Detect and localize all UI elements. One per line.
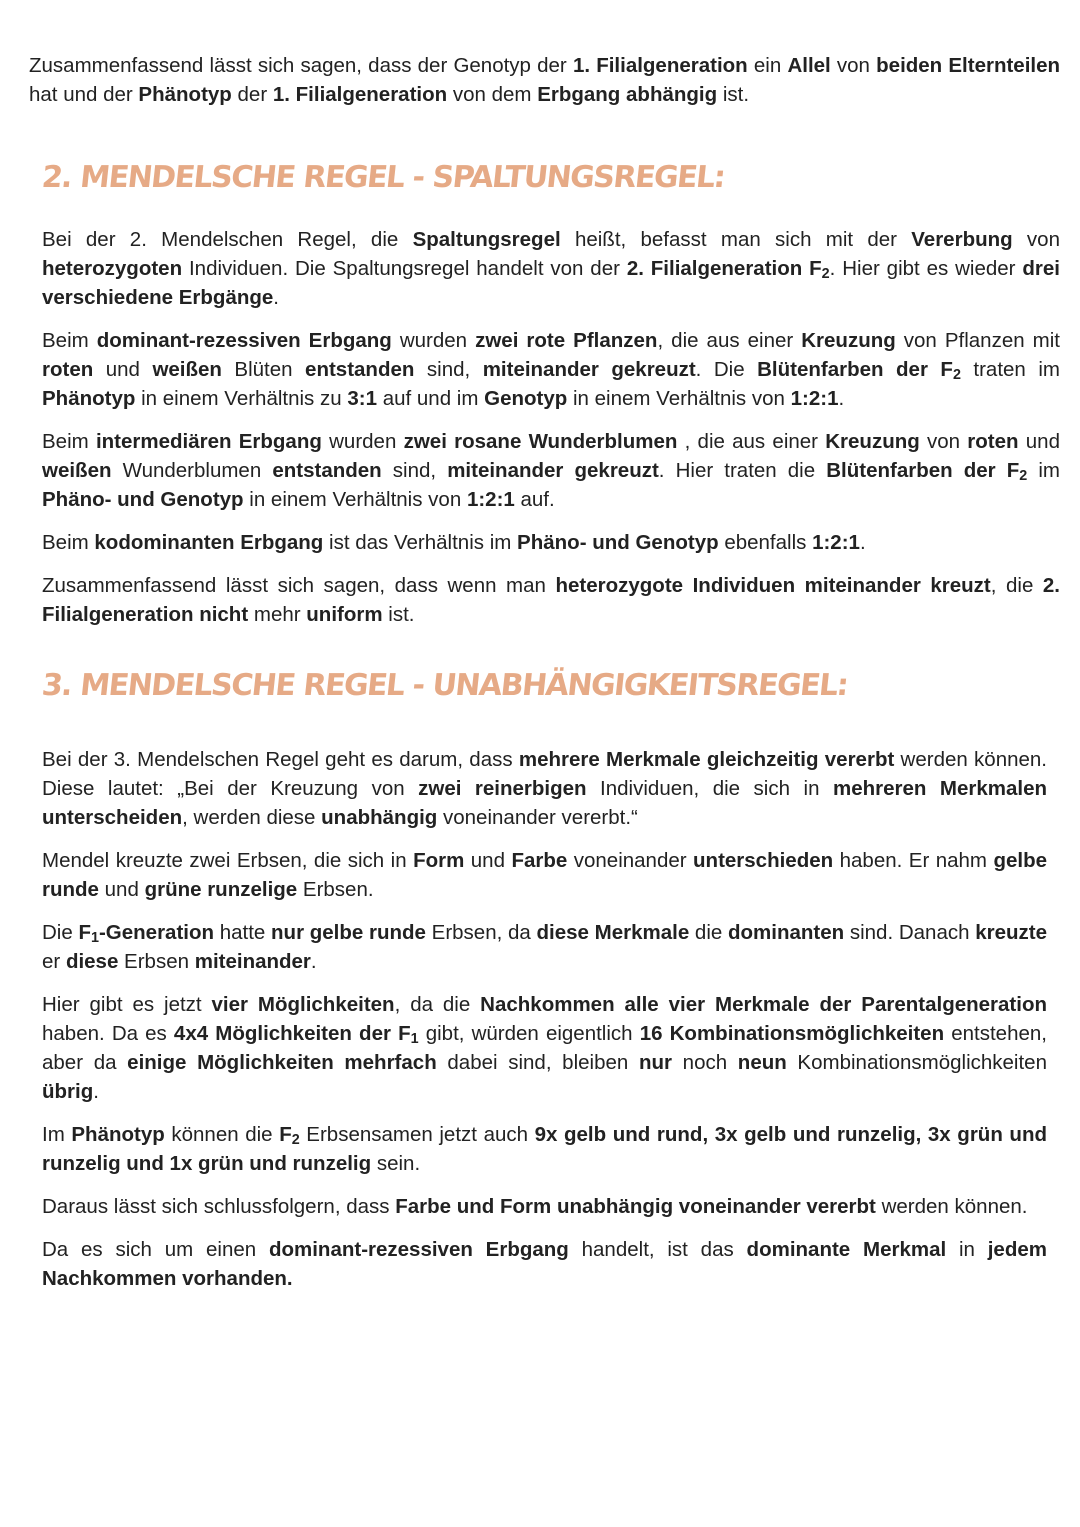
text: Hier gibt es jetzt xyxy=(42,993,212,1016)
subscript: 2 xyxy=(952,367,961,383)
rule3-paragraph-1 xyxy=(42,745,1047,832)
bold-text: nur gelbe runde xyxy=(271,921,426,944)
text: ist. xyxy=(382,603,415,626)
bold-text xyxy=(174,1022,419,1045)
bold-text: 2. Filialgeneration nicht xyxy=(42,574,1061,626)
bold-text: kreuzte xyxy=(975,921,1047,944)
subscript: 1 xyxy=(410,1031,419,1047)
text: Blüten xyxy=(221,358,306,381)
text: im xyxy=(1027,459,1060,482)
text: in einem Verhältnis von xyxy=(567,387,791,410)
text: 2. Filialgeneration F xyxy=(626,257,822,280)
bold-text: roten xyxy=(967,430,1019,453)
text: er xyxy=(42,950,66,973)
text: Bei der 3. Mendelschen Regel geht es darum, dass xyxy=(42,748,519,771)
bold-text: Phänotyp xyxy=(138,83,232,106)
text: , die aus einer xyxy=(657,329,802,352)
bold-text: unabhängig xyxy=(321,806,438,829)
bold-text: 1:2:1 xyxy=(790,387,839,410)
bold-text xyxy=(78,921,214,944)
text: Da es sich um einen xyxy=(42,1238,269,1261)
text: Beim xyxy=(42,329,97,352)
bold-text: miteinander gekreuzt xyxy=(482,358,696,381)
text: . xyxy=(859,531,866,554)
text: Individuen, die sich in xyxy=(586,777,833,800)
bold-text: entstanden xyxy=(305,358,415,381)
bold-text: einige Möglichkeiten mehrfach xyxy=(127,1051,437,1074)
bold-text: Farbe xyxy=(511,849,568,872)
text: -Generation xyxy=(98,921,215,944)
text: Die xyxy=(42,921,79,944)
text: wurden xyxy=(391,329,476,352)
text: von xyxy=(1012,228,1060,251)
text: sind, xyxy=(381,459,448,482)
text: die xyxy=(689,921,728,944)
bold-text: übrig xyxy=(42,1080,94,1103)
bold-text: roten xyxy=(42,358,94,381)
rule2-paragraph-1 xyxy=(42,225,1060,312)
text: und xyxy=(93,358,153,381)
text: ist. xyxy=(717,83,750,106)
text: in einem Verhältnis von xyxy=(243,488,467,511)
text: und xyxy=(98,878,145,901)
text: der xyxy=(231,83,273,106)
bold-text: Genotyp xyxy=(484,387,568,410)
bold-text: 1. Filialgeneration xyxy=(272,83,448,106)
text: . Hier traten die xyxy=(658,459,827,482)
text: . xyxy=(838,387,845,410)
subscript: 2 xyxy=(821,266,830,282)
text: dabei sind, bleiben xyxy=(436,1051,639,1074)
text: haben. Er nahm xyxy=(833,849,994,872)
bold-text: unterschieden xyxy=(693,849,834,872)
text: Erbsensamen jetzt auch xyxy=(299,1123,535,1146)
text: . xyxy=(93,1080,99,1103)
bold-text: jedem Nachkommen vorhanden. xyxy=(42,1238,1047,1290)
bold-text xyxy=(627,257,830,280)
text: ein xyxy=(747,54,788,77)
text: Erbsen, da xyxy=(425,921,537,944)
bold-text: Phänotyp xyxy=(42,387,136,410)
rule3-paragraph-7 xyxy=(42,1235,1047,1293)
rule2-section xyxy=(42,225,1060,643)
bold-text: Phäno- und Genotyp xyxy=(517,531,719,554)
bold-text: diese Merkmale xyxy=(536,921,690,944)
text: ebenfalls xyxy=(718,531,813,554)
bold-text: Form xyxy=(413,849,465,872)
bold-text: weißen xyxy=(42,459,112,482)
text: von xyxy=(919,430,968,453)
text: von Pflanzen mit xyxy=(895,329,1060,352)
bold-text: Spaltungsregel xyxy=(412,228,561,251)
bold-text: dominant-rezessiven Erbgang xyxy=(96,329,392,352)
text: . Die xyxy=(695,358,758,381)
rule3-paragraph-5 xyxy=(42,1120,1047,1178)
bold-text: heterozygote Individuen miteinander kreuzt xyxy=(555,574,991,597)
intro-paragraph xyxy=(29,51,1060,109)
text: . Hier gibt es wieder xyxy=(829,257,1023,280)
text: und xyxy=(464,849,512,872)
text: sind, xyxy=(414,358,483,381)
text: Bei der 2. Mendelschen Regel, die xyxy=(42,228,413,251)
bold-text: diese xyxy=(65,950,119,973)
text: voneinander xyxy=(567,849,694,872)
text: Zusammenfassend lässt sich sagen, dass der Genotyp der xyxy=(29,54,573,77)
text: entstehen, aber da xyxy=(42,1022,1047,1074)
bold-text: miteinander xyxy=(194,950,311,973)
text: hat und der xyxy=(29,83,139,106)
bold-text: Erbgang abhängig xyxy=(537,83,718,106)
bold-text: mehreren Merkmalen unterscheiden xyxy=(42,777,1047,829)
bold-text: Allel xyxy=(787,54,831,77)
text: von xyxy=(830,54,877,77)
text: Daraus lässt sich schlussfolgern, dass xyxy=(42,1195,396,1218)
text: gibt, würden eigentlich xyxy=(418,1022,640,1045)
text: auf und im xyxy=(377,387,485,410)
bold-text: drei verschiedene Erbgänge xyxy=(42,257,1060,309)
bold-text: 3:1 xyxy=(347,387,377,410)
bold-text: 9x gelb und rund, 3x gelb und runzelig, 3x grün und runzelig und 1x grün und runzelig xyxy=(42,1123,1047,1175)
text: in xyxy=(946,1238,988,1261)
bold-text: miteinander gekreuzt xyxy=(447,459,659,482)
rule3-paragraph-4 xyxy=(42,990,1047,1106)
text: von dem xyxy=(447,83,538,106)
bold-text: 1. Filialgeneration xyxy=(572,54,748,77)
bold-text: dominant-rezessiven Erbgang xyxy=(268,1238,569,1261)
text: handelt, ist das xyxy=(568,1238,747,1261)
text: . xyxy=(310,950,317,973)
text: Im xyxy=(42,1123,72,1146)
rule3-paragraph-2 xyxy=(42,846,1047,904)
text: Individuen. Die Spaltungsregel handelt von der xyxy=(182,257,627,280)
text: werden können. Diese lautet: „Bei der Kreuzung von xyxy=(42,748,1048,800)
bold-text: Vererbung xyxy=(911,228,1013,251)
rule2-paragraph-4 xyxy=(42,528,1060,557)
bold-text: nur xyxy=(638,1051,672,1074)
bold-text xyxy=(279,1123,300,1146)
text: sein. xyxy=(371,1152,421,1175)
text: und xyxy=(1018,430,1060,453)
text: werden können. xyxy=(875,1195,1028,1218)
bold-text: beiden Elternteilen xyxy=(876,54,1061,77)
text: , die xyxy=(990,574,1043,597)
bold-text: zwei rosane Wunderblumen xyxy=(403,430,678,453)
bold-text: Nachkommen alle vier Merkmale der Parentalgeneration xyxy=(480,993,1047,1016)
text: F xyxy=(279,1123,292,1146)
bold-text: 1:2:1 xyxy=(466,488,515,511)
text: auf. xyxy=(514,488,555,511)
bold-text: zwei reinerbigen xyxy=(418,777,587,800)
rule2-paragraph-3 xyxy=(42,427,1060,514)
bold-text: heterozygoten xyxy=(42,257,183,280)
text: , da die xyxy=(394,993,481,1016)
bold-text: neun xyxy=(737,1051,787,1074)
text: Beim xyxy=(42,531,95,554)
bold-text: dominanten xyxy=(727,921,845,944)
text: Wunderblumen xyxy=(111,459,273,482)
text: sind. Danach xyxy=(844,921,976,944)
bold-text xyxy=(826,459,1027,482)
text: ist das Verhältnis im xyxy=(323,531,518,554)
bold-text: Farbe und Form unabhängig voneinander vererbt xyxy=(395,1195,876,1218)
bold-text: 16 Kombinationsmöglichkeiten xyxy=(639,1022,945,1045)
text: hatte xyxy=(214,921,272,944)
bold-text: Kreuzung xyxy=(825,430,920,453)
rule3-heading: 3. MENDELSCHE REGEL - UNABHÄNGIGKEITSREGEL: xyxy=(40,668,850,703)
text: , werden diese xyxy=(182,806,322,829)
text: können die xyxy=(164,1123,280,1146)
subscript: 1 xyxy=(91,930,99,946)
bold-text: 1:2:1 xyxy=(812,531,860,554)
bold-text: intermediären Erbgang xyxy=(95,430,322,453)
text: Erbsen. xyxy=(297,878,374,901)
rule2-paragraph-5 xyxy=(42,571,1060,629)
bold-text: uniform xyxy=(306,603,383,626)
text: voneinander vererbt.“ xyxy=(437,806,638,829)
bold-text: Kreuzung xyxy=(801,329,896,352)
text: haben. Da es xyxy=(42,1022,174,1045)
text: Kombinationsmöglichkeiten xyxy=(786,1051,1047,1074)
bold-text: dominante Merkmal xyxy=(746,1238,947,1261)
bold-text: gelbe runde xyxy=(42,849,1047,901)
bold-text: entstanden xyxy=(272,459,382,482)
rule2-heading: 2. MENDELSCHE REGEL - SPALTUNGSREGEL: xyxy=(40,160,727,195)
bold-text: vier Möglichkeiten xyxy=(211,993,395,1016)
bold-text: weißen xyxy=(152,358,222,381)
text: mehr xyxy=(248,603,307,626)
text: Blütenfarben der F xyxy=(826,459,1020,482)
bold-text xyxy=(757,358,961,381)
text: . xyxy=(273,286,279,309)
bold-text: Phänotyp xyxy=(71,1123,165,1146)
rule3-paragraph-6 xyxy=(42,1192,1047,1221)
text: Beim xyxy=(42,430,96,453)
bold-text: mehrere Merkmale gleichzeitig vererbt xyxy=(518,748,895,771)
bold-text: zwei rote Pflanzen xyxy=(475,329,658,352)
text: 4x4 Möglichkeiten der F xyxy=(173,1022,411,1045)
bold-text: grüne runzelige xyxy=(144,878,298,901)
text: noch xyxy=(672,1051,738,1074)
text: heißt, befasst man sich mit der xyxy=(560,228,912,251)
text: wurden xyxy=(321,430,404,453)
text: Zusammenfassend lässt sich sagen, dass wenn man xyxy=(42,574,556,597)
rule3-paragraph-3 xyxy=(42,918,1047,976)
text: Erbsen xyxy=(118,950,195,973)
text: in einem Verhältnis zu xyxy=(135,387,348,410)
text: traten im xyxy=(960,358,1060,381)
subscript: 2 xyxy=(291,1132,300,1148)
rule3-section xyxy=(42,745,1047,1307)
text: , die aus einer xyxy=(677,430,826,453)
bold-text: kodominanten Erbgang xyxy=(94,531,324,554)
text: Mendel kreuzte zwei Erbsen, die sich in xyxy=(42,849,414,872)
rule2-paragraph-2 xyxy=(42,326,1060,413)
subscript: 2 xyxy=(1019,468,1028,484)
text: Blütenfarben der F xyxy=(757,358,953,381)
text: F xyxy=(78,921,91,944)
bold-text: Phäno- und Genotyp xyxy=(42,488,244,511)
